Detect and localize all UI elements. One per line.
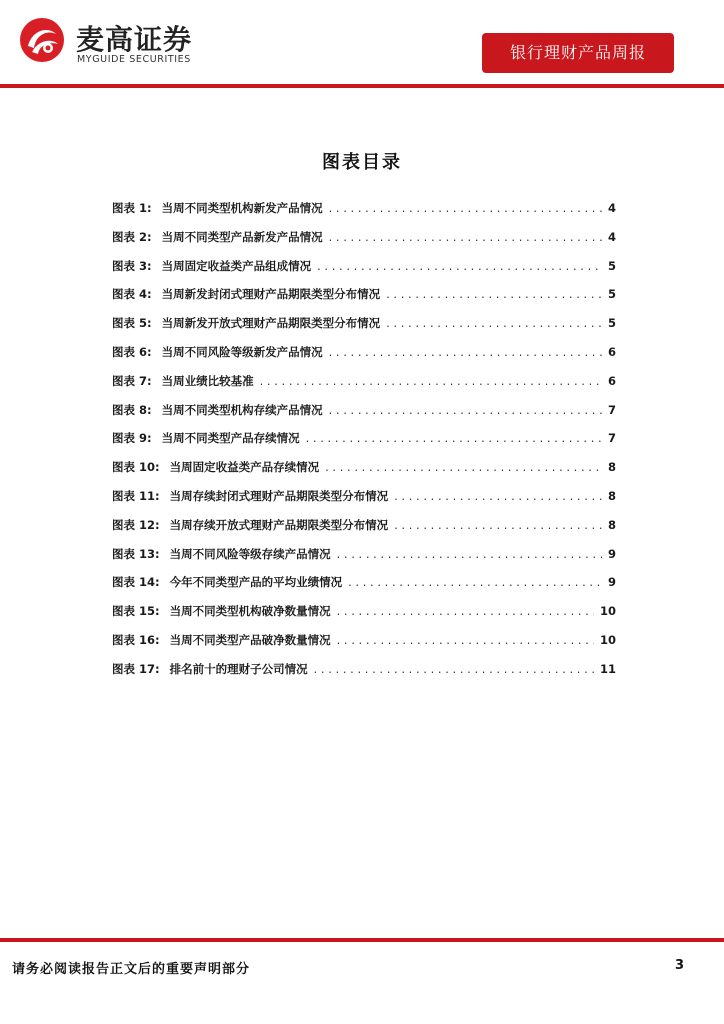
toc-entry-label: 图表 13: xyxy=(112,546,160,561)
toc-entry-page: 8 xyxy=(607,460,616,475)
toc-entry-title: 排名前十的理财子公司情况 xyxy=(169,661,308,676)
toc-entry-page: 6 xyxy=(607,373,616,388)
toc-title: 图表目录 xyxy=(322,152,402,173)
company-logo-icon xyxy=(18,16,66,64)
logo-english-name: MYGUIDE SECURITIES xyxy=(77,54,191,65)
toc-entry-title: 当周不同类型机构新发产品情况 xyxy=(161,201,323,215)
toc-entry-label: 图表 6: xyxy=(112,344,152,359)
toc-entry[interactable] xyxy=(112,200,616,229)
toc-entry-title: 当周新发开放式理财产品期限类型分布情况 xyxy=(161,316,381,331)
toc-entry-title: 当周存续封闭式理财产品期限类型分布情况 xyxy=(169,488,389,503)
toc-entry-leader xyxy=(337,547,602,561)
toc-entry-page: 9 xyxy=(607,575,616,590)
toc-entry-title: 当周新发封闭式理财产品期限类型分布情况 xyxy=(161,287,381,302)
toc-entry-leader xyxy=(325,460,602,474)
toc-entry-title: 当周不同风险等级新发产品情况 xyxy=(161,344,323,359)
toc-entry-title: 当周不同风险等级存续产品情况 xyxy=(169,546,331,561)
toc-entry-page: 8 xyxy=(607,517,616,532)
toc-entry-label: 图表 12: xyxy=(112,517,160,532)
toc-entry[interactable] xyxy=(112,488,616,517)
toc-entry-label: 图表 17: xyxy=(112,661,160,676)
toc-entry-page: 11 xyxy=(599,661,616,676)
toc-entry[interactable] xyxy=(112,258,616,287)
toc-entry-leader xyxy=(306,431,602,445)
toc-entry-page: 5 xyxy=(607,287,616,302)
toc-entry-page: 8 xyxy=(607,488,616,503)
toc-entry-title: 当周不同类型产品存续情况 xyxy=(161,431,300,446)
toc-entry-page: 9 xyxy=(607,546,616,561)
footer-disclaimer: 请务必阅读报告正文后的重要声明部分 xyxy=(12,962,251,977)
toc-entry[interactable] xyxy=(112,315,616,344)
toc-entry[interactable] xyxy=(112,229,616,258)
toc-entry-label: 图表 10: xyxy=(112,460,160,475)
header-divider xyxy=(0,84,724,88)
toc-entry-leader xyxy=(386,287,602,301)
toc-entry[interactable] xyxy=(112,517,616,546)
toc-entry-title: 今年不同类型产品的平均业绩情况 xyxy=(169,575,343,590)
toc-entry[interactable] xyxy=(112,459,616,488)
toc-entry-leader xyxy=(386,316,602,330)
toc-entry-label: 图表 7: xyxy=(112,373,152,388)
page-number: 3 xyxy=(674,958,684,973)
toc-entry-page: 6 xyxy=(607,344,616,359)
toc-entry-leader xyxy=(317,259,602,273)
toc-entry-title: 当周不同类型机构存续产品情况 xyxy=(161,402,323,417)
toc-entry-leader xyxy=(329,201,602,215)
toc-entry-title: 当周固定收益类产品组成情况 xyxy=(161,258,312,273)
toc-entry-leader xyxy=(329,230,602,244)
toc-entry-page: 4 xyxy=(607,229,616,244)
toc-entry-label: 图表 16: xyxy=(112,632,160,647)
toc-entry-leader xyxy=(394,489,602,503)
toc-entry[interactable] xyxy=(112,430,616,459)
toc-entry-leader xyxy=(329,403,602,417)
toc-entry-label: 图表 8: xyxy=(112,402,152,417)
toc-entry[interactable] xyxy=(112,661,616,690)
toc-entry-page: 10 xyxy=(599,604,616,619)
toc-entry-leader xyxy=(337,633,594,647)
toc-entry[interactable] xyxy=(112,632,616,661)
report-type-tag: 银行理财产品周报 xyxy=(482,33,674,73)
toc-entry-label: 图表 15: xyxy=(112,604,160,619)
toc-entry-title: 当周不同类型机构破净数量情况 xyxy=(169,604,331,619)
company-logo xyxy=(18,14,208,70)
toc-entry-label: 图表 4: xyxy=(112,287,152,302)
toc-entry[interactable] xyxy=(112,574,616,603)
toc-entry[interactable] xyxy=(112,373,616,402)
toc-entry-label: 图表 1: xyxy=(112,201,152,215)
toc-entry-title: 当周不同类型产品新发产品情况 xyxy=(161,229,323,244)
toc-list xyxy=(112,200,616,690)
toc-entry-title: 当周不同类型产品破净数量情况 xyxy=(169,632,331,647)
toc-entry-page: 4 xyxy=(607,201,616,215)
toc-entry[interactable] xyxy=(112,344,616,373)
toc-entry-leader xyxy=(260,374,602,388)
toc-entry-page: 7 xyxy=(607,431,616,446)
toc-entry-leader xyxy=(314,662,594,676)
toc-entry-page: 5 xyxy=(607,316,616,331)
toc-entry[interactable] xyxy=(112,402,616,431)
toc-entry-leader xyxy=(394,518,602,532)
logo-chinese-name: 麦高证券 xyxy=(76,23,193,56)
toc-entry-leader xyxy=(348,575,602,589)
toc-entry-page: 7 xyxy=(607,402,616,417)
toc-entry-label: 图表 5: xyxy=(112,316,152,331)
toc-entry-page: 5 xyxy=(607,258,616,273)
toc-entry[interactable] xyxy=(112,546,616,575)
toc-entry-title: 当周存续开放式理财产品期限类型分布情况 xyxy=(169,517,389,532)
toc-entry-leader xyxy=(337,604,594,618)
toc-entry-leader xyxy=(329,345,602,359)
toc-entry-title: 当周固定收益类产品存续情况 xyxy=(169,460,320,475)
toc-entry[interactable] xyxy=(112,603,616,632)
toc-entry-label: 图表 3: xyxy=(112,258,152,273)
toc-entry-label: 图表 11: xyxy=(112,488,160,503)
toc-entry-title: 当周业绩比较基准 xyxy=(161,373,254,388)
toc-entry-label: 图表 14: xyxy=(112,575,160,590)
footer-divider xyxy=(0,938,724,942)
toc-entry-label: 图表 9: xyxy=(112,431,152,446)
toc-entry-label: 图表 2: xyxy=(112,229,152,244)
toc-entry[interactable] xyxy=(112,286,616,315)
toc-entry-page: 10 xyxy=(599,632,616,647)
